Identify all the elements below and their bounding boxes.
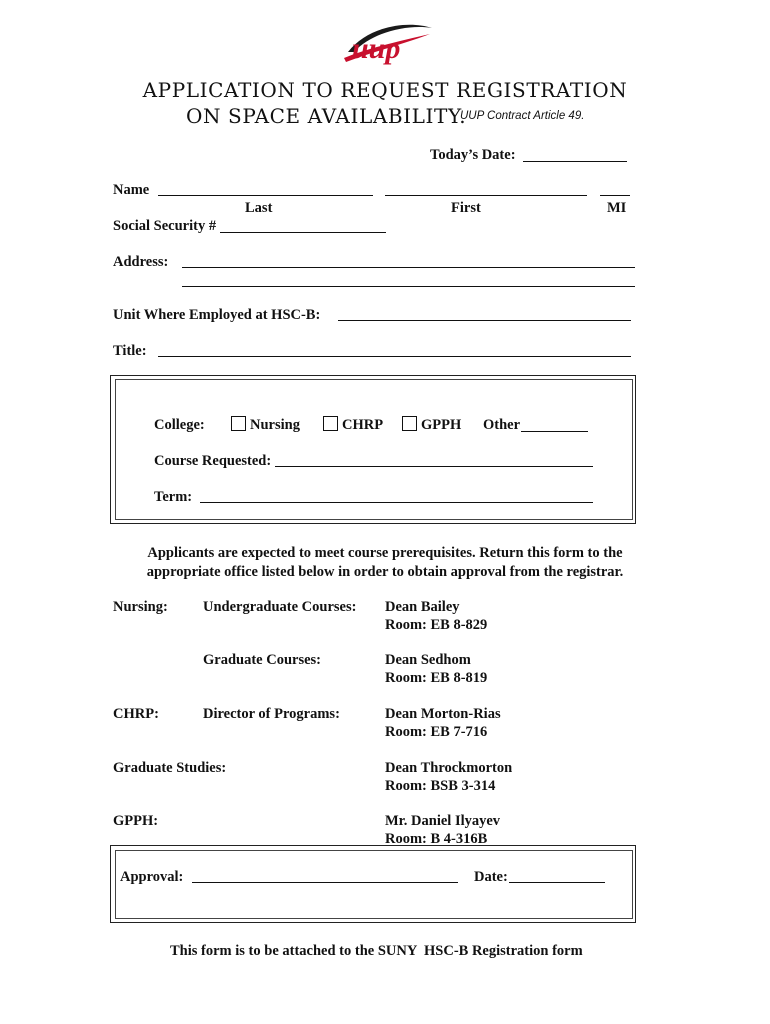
gpph-section-label: GPPH: [113, 813, 159, 829]
address-field-line1[interactable] [182, 267, 635, 268]
course-requested-label: Course Requested: [154, 453, 272, 469]
nursing-checkbox[interactable] [231, 416, 246, 431]
chrp-section-label: CHRP: [113, 706, 159, 722]
gpph-contact-room: Room: B 4-316B [385, 831, 488, 847]
college-box-inner [115, 379, 633, 520]
gpph-option-label: GPPH [421, 417, 462, 433]
chrp-checkbox[interactable] [323, 416, 338, 431]
last-sublabel: Last [245, 200, 273, 216]
address-field-line2[interactable] [182, 286, 635, 287]
college-label: College: [154, 417, 205, 433]
other-field[interactable] [521, 431, 588, 432]
notice-line2: appropriate office listed below in order to obtain approval from the registrar. [146, 564, 624, 580]
name-label: Name [113, 182, 150, 198]
undergrad-contact-room: Room: EB 8-829 [385, 617, 488, 633]
course-requested-field[interactable] [275, 466, 593, 467]
graduate-studies-label: Graduate Studies: [113, 760, 227, 776]
other-label: Other [483, 417, 521, 433]
chrp-contact-room: Room: EB 7-716 [385, 724, 488, 740]
approval-box-inner [115, 850, 633, 919]
todays-date-field[interactable] [523, 161, 627, 162]
gpph-contact-name: Mr. Daniel Ilyayev [385, 813, 501, 829]
ssn-field[interactable] [220, 232, 386, 233]
footer-note: This form is to be attached to the SUNY HSC-B Registration form [170, 943, 583, 959]
middle-initial-field[interactable] [600, 195, 630, 196]
undergrad-courses-label: Undergraduate Courses: [203, 599, 357, 615]
director-of-programs-label: Director of Programs: [203, 706, 340, 722]
gpph-checkbox[interactable] [402, 416, 417, 431]
unit-field[interactable] [338, 320, 631, 321]
undergrad-contact-name: Dean Bailey [385, 599, 460, 615]
term-label: Term: [154, 489, 193, 505]
page-title-line2: ON SPACE AVAILABILITY. [186, 104, 467, 128]
term-field[interactable] [200, 502, 593, 503]
uup-logo [338, 18, 438, 70]
graduate-studies-contact-name: Dean Throckmorton [385, 760, 513, 776]
page-title-line1: APPLICATION TO REQUEST REGISTRATION [142, 78, 628, 102]
grad-courses-label: Graduate Courses: [203, 652, 322, 668]
nursing-option-label: Nursing [250, 417, 300, 433]
contract-reference: UUP Contract Article 49. [460, 110, 585, 122]
chrp-contact-name: Dean Morton-Rias [385, 706, 501, 722]
graduate-studies-contact-room: Room: BSB 3-314 [385, 778, 496, 794]
title-label: Title: [113, 343, 147, 359]
approval-date-field[interactable] [509, 882, 605, 883]
unit-label: Unit Where Employed at HSC-B: [113, 307, 321, 323]
last-name-field[interactable] [158, 195, 373, 196]
mi-sublabel: MI [607, 200, 627, 216]
address-label: Address: [113, 254, 169, 270]
approval-label: Approval: [120, 869, 184, 885]
chrp-option-label: CHRP [342, 417, 384, 433]
notice-line1: Applicants are expected to meet course prerequisites. Return this form to the [147, 545, 623, 561]
grad-contact-name: Dean Sedhom [385, 652, 471, 668]
first-name-field[interactable] [385, 195, 587, 196]
nursing-section-label: Nursing: [113, 599, 168, 615]
first-sublabel: First [451, 200, 481, 216]
approval-signature-field[interactable] [192, 882, 458, 883]
logo-text: uup [352, 32, 401, 65]
ssn-label: Social Security # [113, 218, 217, 234]
grad-contact-room: Room: EB 8-819 [385, 670, 488, 686]
approval-date-label: Date: [474, 869, 508, 885]
todays-date-label: Today’s Date: [430, 147, 516, 163]
uup-logo-graphic [338, 18, 438, 70]
title-field[interactable] [158, 356, 631, 357]
